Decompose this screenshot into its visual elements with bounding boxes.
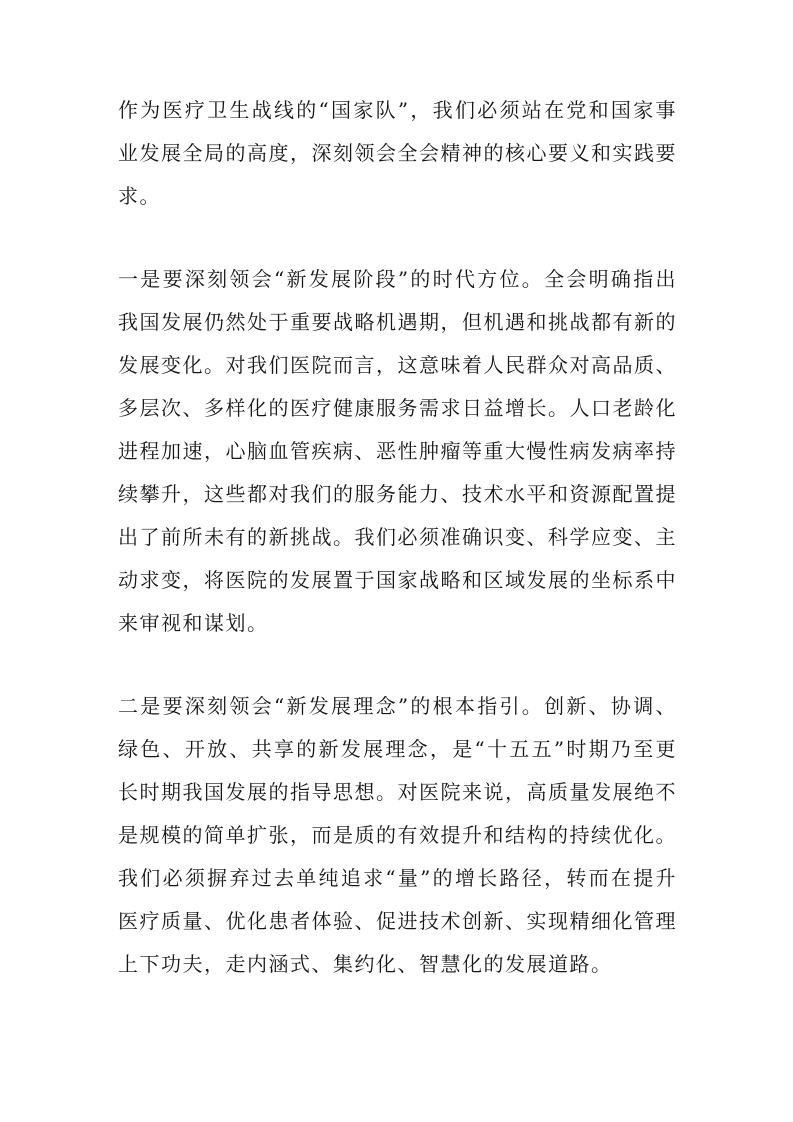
paragraph-intro: 作为医疗卫生战线的“国家队”，我们必须站在党和国家事业发展全局的高度，深刻领会全会精神的核心要义和实践要求。 — [118, 98, 677, 208]
paragraph-point-two: 二是要深刻领会“新发展理念”的根本指引。创新、协调、绿色、开放、共享的新发展理念，是“十五五”时期乃至更长时期我国发展的指导思想。对医院来说，高质量发展绝不是规模的简单扩张，而是质的有效提升和结构的持续优化。我们必须摒弃过去单纯追求“量”的增长路径，转而在提升医疗质量、优化患者体验、促进技术创新、实现精细化管理上下功夫，走内涵式、集约化、智慧化的发展道路。 — [118, 694, 677, 976]
paragraph-point-one: 一是要深刻领会“新发展阶段”的时代方位。全会明确指出我国发展仍然处于重要战略机遇期，但机遇和挑战都有新的发展变化。对我们医院而言，这意味着人民群众对高品质、多层次、多样化的医疗健康服务需求日益增长。人口老龄化进程加速，心脑血管疾病、恶性肿瘤等重大慢性病发病率持续攀升，这些都对我们的服务能力、技术水平和资源配置提出了前所未有的新挑战。我们必须准确识变、科学应变、主动求变，将医院的发展置于国家战略和区域发展的坐标系中来审视和谋划。 — [118, 267, 677, 635]
